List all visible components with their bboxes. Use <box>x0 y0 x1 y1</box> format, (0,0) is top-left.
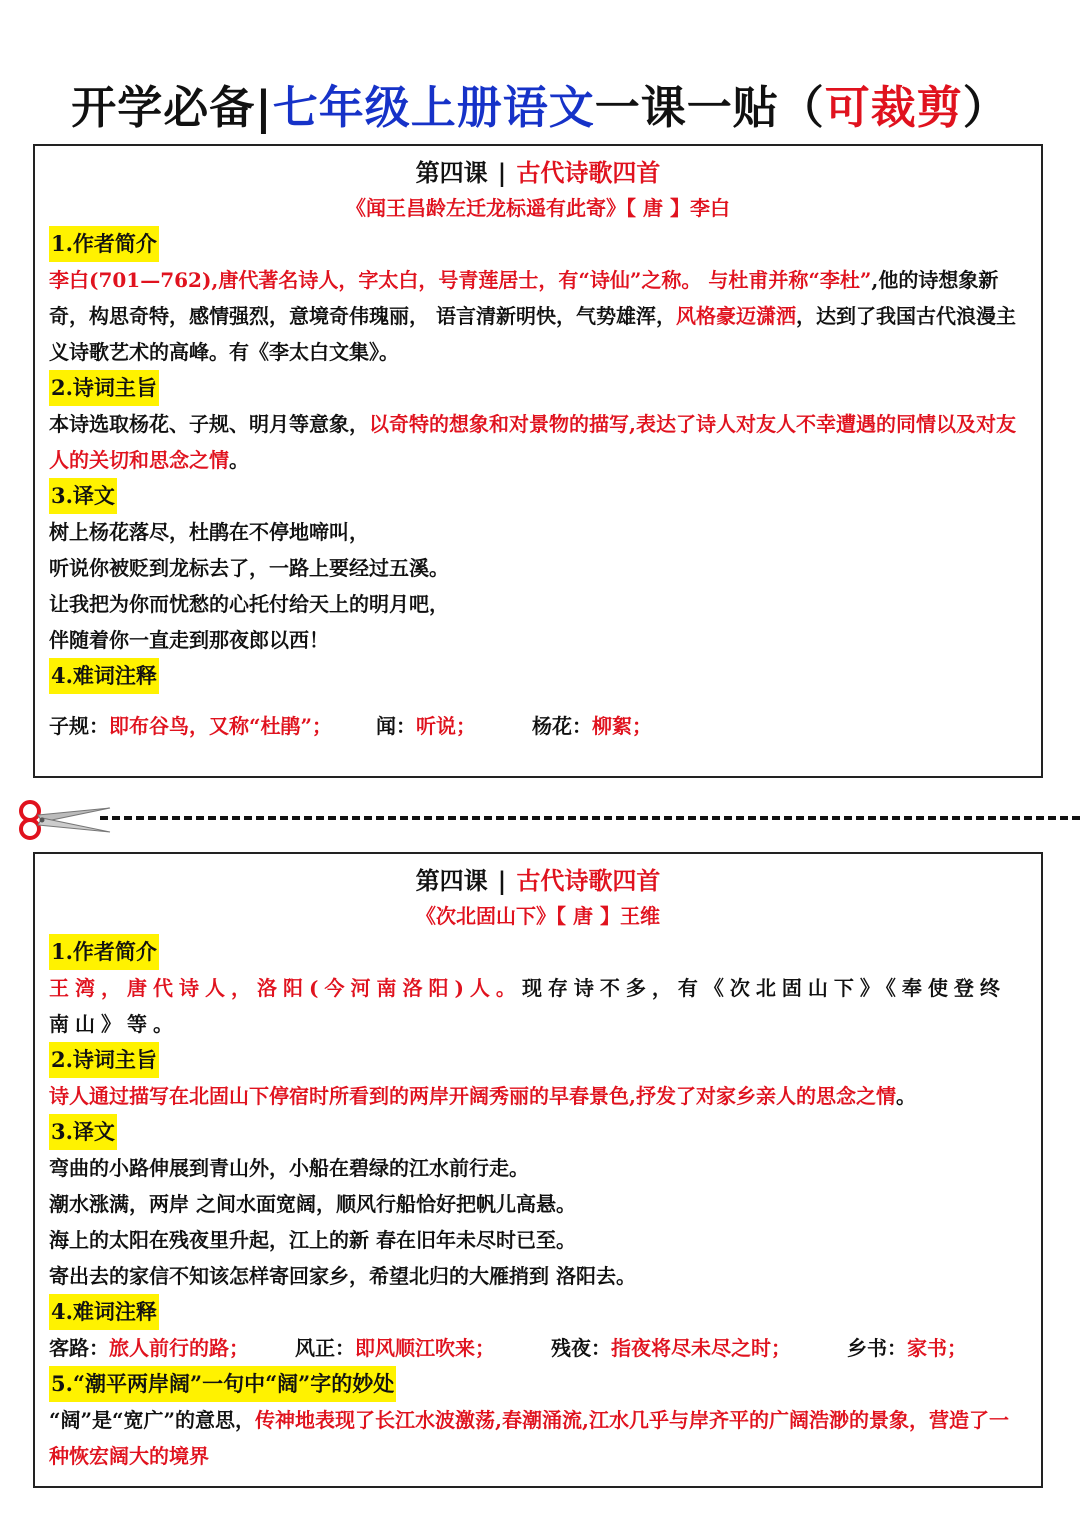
header-part-5: ） <box>962 81 1009 134</box>
lesson-title: 古代诗歌四首 <box>516 158 661 187</box>
lesson-heading <box>49 864 1027 898</box>
theme-red: 以奇特的想象和对景物的描写,表达了诗人对友人不幸遭遇的同情以及对友人的关切和思念之情 <box>49 412 1016 472</box>
section-author-intro: 1.作者简介 <box>49 226 159 262</box>
glossary-row <box>49 708 1027 744</box>
glossary-definition: 即布谷鸟，又称“杜鹃”； <box>109 714 333 738</box>
header-part-1: 开学必备| <box>71 81 273 134</box>
theme-end: 。 <box>229 448 249 472</box>
lesson-heading <box>49 156 1027 190</box>
translation-line: 树上杨花落尽，杜鹃在不停地啼叫， <box>49 520 369 544</box>
author-intro-red: 王湾，唐代诗人，洛阳(今河南洛阳)人。 <box>49 976 522 1000</box>
glossary-definition: 听说； <box>416 714 477 738</box>
translation-line: 寄出去的家信不知该怎样寄回家乡，希望北归的大雁捎到 洛阳去。 <box>49 1264 636 1288</box>
translation-line: 海上的太阳在残夜里升起，江上的新 春在旧年未尽时已至。 <box>49 1228 576 1252</box>
translation-line: 潮水涨满，两岸 之间水面宽阔，顺风行船恰好把帆儿高悬。 <box>49 1192 576 1216</box>
word-analysis-text <box>49 1402 1027 1474</box>
glossary-definition: 家书； <box>907 1336 967 1360</box>
glossary-definition: 旅人前行的路； <box>109 1336 249 1360</box>
glossary-definition: 指夜将尽未尽之时； <box>611 1336 791 1360</box>
theme-text <box>49 1078 1027 1114</box>
lesson-number: 第四课 <box>415 866 488 895</box>
page-header <box>0 78 1080 138</box>
glossary-term: 客路： <box>49 1336 109 1360</box>
glossary-term: 闻： <box>376 714 417 738</box>
poem-title: 《次北固山下》【 唐 】王维 <box>416 904 660 928</box>
lesson-separator: | <box>497 866 507 895</box>
translation-line: 弯曲的小路伸展到青山外，小船在碧绿的江水前行走。 <box>49 1156 529 1180</box>
glossary-term: 风正： <box>295 1336 355 1360</box>
theme-end: 。 <box>895 1084 916 1108</box>
header-croppable: 可裁剪 <box>824 81 963 134</box>
section-word-analysis: 5.“潮平两岸阔”一句中“阔”字的妙处 <box>49 1366 396 1402</box>
section-glossary: 4.难词注释 <box>49 658 159 694</box>
author-style: 风格豪迈潇洒 <box>675 304 796 328</box>
glossary-definition: 柳絮； <box>592 714 653 738</box>
lesson-card-libai <box>33 144 1043 778</box>
header-part-3: 一课一贴（ <box>594 81 825 134</box>
lesson-title: 古代诗歌四首 <box>516 866 661 895</box>
header-grade-title: 七年级上册语文 <box>272 81 595 134</box>
scissors-icon <box>12 798 112 842</box>
section-theme: 2.诗词主旨 <box>49 1042 159 1078</box>
author-intro-text <box>49 262 1027 370</box>
lesson-card-wangwan <box>33 852 1043 1488</box>
author-intro-black: 现存诗不多，有《次北固山下》《奉使登终南山》等。 <box>49 976 1006 1036</box>
cut-line <box>100 816 1080 820</box>
author-intro-black-1: ,他的诗想象新奇，构思奇特，感情强烈，意境奇伟瑰丽， 语言清新明快，气势雄浑， <box>49 268 999 328</box>
poem-title: 《闻王昌龄左迁龙标遥有此寄》【 唐 】李白 <box>346 196 730 220</box>
lesson-separator: | <box>497 158 507 187</box>
section-theme: 2.诗词主旨 <box>49 370 159 406</box>
section-translation: 3.译文 <box>49 1114 117 1150</box>
theme-red: 诗人通过描写在北固山下停宿时所看到的两岸开阔秀丽的早春景色,抒发了对家乡亲人的思念之情 <box>49 1084 896 1108</box>
glossary-definition: 即风顺江吹来； <box>355 1336 495 1360</box>
lesson-number: 第四课 <box>415 158 488 187</box>
glossary-term: 乡书： <box>847 1336 907 1360</box>
section-translation: 3.译文 <box>49 478 117 514</box>
glossary-term: 残夜： <box>551 1336 611 1360</box>
translation-line: 让我把为你而忧愁的心托付给天上的明月吧， <box>49 592 449 616</box>
section-glossary: 4.难词注释 <box>49 1294 159 1330</box>
author-intro-red: 李白(701—762),唐代著名诗人，字太白，号青莲居士，有“诗仙”之称。 与杜甫并称“李杜” <box>49 268 872 292</box>
word-analysis-black: “阔”是“宽广”的意思， <box>49 1408 256 1432</box>
translation-line: 伴随着你一直走到那夜郎以西！ <box>49 628 329 652</box>
author-intro-black-2: ，达到了我国古代浪漫主义诗歌艺术的高峰。有《李太白文集》。 <box>49 304 1016 364</box>
glossary-row <box>49 1330 1027 1366</box>
theme-black: 本诗选取杨花、子规、明月等意象， <box>49 412 369 436</box>
section-author-intro: 1.作者简介 <box>49 934 159 970</box>
translation-line: 听说你被贬到龙标去了，一路上要经过五溪。 <box>49 556 449 580</box>
word-analysis-red: 传神地表现了长江水波激荡,春潮涌流,江水几乎与岸齐平的广阔浩渺的景象，营造了一种恢宏阔大的境界 <box>49 1408 1009 1468</box>
theme-text <box>49 406 1027 478</box>
author-intro-text <box>49 970 1027 1042</box>
glossary-term: 子规： <box>49 714 109 738</box>
glossary-term: 杨花： <box>532 714 593 738</box>
